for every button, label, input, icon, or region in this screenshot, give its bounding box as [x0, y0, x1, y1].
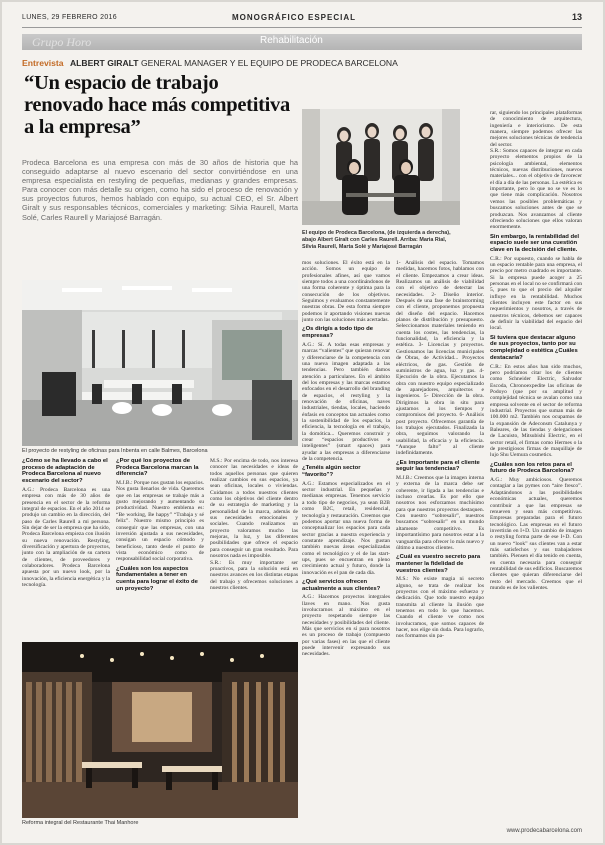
- group-photo-caption: [302, 230, 460, 251]
- page-header: [22, 10, 582, 28]
- answer-5: A.G.: Estamos especializados en el sector industrial. En pequeñas y medianas empresas. Tenemos servicio a todo tipo de negocios, ya sean B2B como B2C, retail, residencial, tecnología y restauración. Creemos que podemos aportar una nueva forma de conceptualizar los espacios para cada sector gracias a nuestra experiencia y constante aprendizaje. Nos gustan también nuevas áreas especializadas como el tecnológico y el de las start-ups, pues se encuentran en pleno crecimiento actual y futuro, donde la innovación es el pan de cada día.: [302, 480, 390, 576]
- answer-8b: rar, siguiendo los principales plataformas de conocimiento de arquitectura, ingeniería e interiorismo. De esta manera, siempre podemos ofrecer las mejores soluciones técnicas de tendencia del sector.: [490, 110, 582, 148]
- article-headline: “Un espacio de trabajo renovado hace más competitiva a la empresa”: [24, 72, 290, 138]
- text-column-6: [490, 110, 582, 822]
- question-5: ¿Tenéis algún sector “favorito”?: [302, 465, 361, 479]
- question-8: ¿Cuál es vuestro secreto para mantener la fidelidad de vuestros clientes?: [396, 554, 481, 574]
- question-3: ¿Cuáles son los aspectos fundamentales a tener en cuenta para lograr el éxito de un proyecto?: [116, 565, 198, 592]
- article-intro: Prodeca Barcelona es una empresa con más de 30 años de historia que ha conseguido adaptarse al nuevo escenario del sector convirtiéndose en una empresa especialista en restyling de pequeñas, medianas y grandes empresas. Para conocer con más detalle su origen, como ha sido el proceso de renovación y sus proyectos futuros, hemos hablado con equipo, su actual CEO, el Sr. Albert Giralt y sus responsables técnicos, comerciales y marketing: Silvia Raurell, Marta Solé, Carles Raurell y Mariajosé Barragán.: [22, 158, 298, 222]
- article-kicker: [22, 58, 398, 68]
- restaurant-photo-caption: Reforma integral del Restaurante Thai Manhore: [22, 820, 139, 826]
- answer-7: M.J.B.: Creemos que la imagen interna y externa de la marca debe ser coherente, ir ligada a las tendencias e incluso crearlas. Es por ello que nosotros nos esforzamos muchísimo para que nuestros proyectos destaquen. Con nuestro “sobresalir”, nuestros buscamos “sobresalir” en un mundo altamente competitivo. Es importantísimo para nosotros estar a la vanguardia para ofrecer lo más nuevo y último a nuestros clientes.: [396, 475, 484, 551]
- answer-11: A.G.: Muy ambiciosos. Queremos contagiar a las pymes con “aire fresco”. Adaptándonos a las posibilidades económicas actuales, queremos contribuir a que las empresas se renueven y sean más competitivas. Empresas preparadas para el futuro tecnológico. Las empresas en el futuro invertirán en I+D. Un cambio de imagen o restyling forma parte de ese I+D. Con un nuevo “look” sus clientes van a estar más satisfechos y sus trabajadores también. Piensen el día tenido en cuenta, en cuenta necesaria para conseguir rentabilidad de sus edificios. Buscaremos clientes que quieran diferenciarse del resto del mercado. Creemos que el mundo es de los valientes.: [490, 477, 582, 591]
- answer-3b: S.R.: Es muy importante ser proactivos, para la solución está en nuestros avances en los distintas etapas del trabajo y ofrecemos soluciones a nuestros clientes.: [210, 559, 298, 591]
- restaurant-interior-image: [22, 642, 298, 818]
- text-column-5: [396, 260, 484, 836]
- question-6: ¿Qué servicios ofrecen actualmente a sus clientes?: [302, 578, 381, 592]
- website-link[interactable]: www.prodecabarcelona.com: [506, 828, 582, 834]
- answer-9: C.R.: Por supuesto, cuando se habla de un espacio rentable para una empresa, el precio por metro cuadrado es importante. Si la empresa puede acoger a 25 personas en el local no se confirmará con 5, pues to que el precio del alquiler influye en la rentabilidad. Muchos clientes incluyen este factor en sus requerimientos y nosotros, a través de nuestros técnicos, debemos ser capaces de definir la viabilidad del espacio del local.: [490, 255, 582, 332]
- question-11: ¿Cuáles son los retos para el futuro de Prodeca Barcelona?: [490, 461, 575, 475]
- office-photo-caption: El proyecto de restyling de oficinas para Inbenta en calle Balmes, Barcelona: [22, 448, 208, 454]
- question-7: ¿Es importante para el cliente seguir las tendencias?: [396, 459, 480, 473]
- answer-3a: M.S.: Por encima de todo, nos interesa conocer las necesidades e ideas de todos aquellos personas que quieren realizar cambios en sus espacios, ya sean oficinas, locales o viviendas. Cuidamos a todos nuestros clientes como los objetivos del cliente dentro de su estrategia de marketing y la personalidad de la marca, además de sus necesidades emocionales y sociales. Cuando realizamos un proyecto valoramos mucho las mejoras, la luz, y las diferentes posibilidades que ofrece el espacio para conseguir un gran resultado. Para nosotros nada es imposible.: [210, 458, 298, 560]
- section-title: MONOGRÁFICO ESPECIAL: [232, 13, 357, 22]
- text-column-4: [302, 260, 390, 836]
- question-4: ¿Os dirigís a todo tipo de empresas?: [302, 326, 374, 340]
- answer-4a: mos soluciones. El éxito está en la acción. Somos un equipo de profesionales afines, así que vamos siempre todos a una coordinándonos de una forma coherente y óptima para la consecución de los objetivos. Seguimos y evaluamos constantemente nuestras obras. De esta forma siempre podemos ir aportando visiones nuevas junto con las soluciones más acertadas.: [302, 260, 390, 324]
- office-interior-image: [22, 280, 298, 446]
- answer-8c: S.R.: Somos capaces de integrar en cada proyecto elementos propios de la psicología ambiental, elementos técnicos, nuevas distribuciones, nuevos materiales... con el objetivo de favorecer el día a día de las personas. La estética es importante, pero lo que no se ve es lo que tiene más complicación. Nosotros vemos las posibles problemáticas y buscamos soluciones antes de que se produzcan. Nos avanzamos al cliente ofreciendo soluciones que ellos valoran enormemente.: [490, 148, 582, 231]
- answer-1: A.G.: Prodeca Barcelona es una empresa con más de 30 años de presencia en el sector de la reforma integral de espacios. En el año 2014 se produjo un cambio en la dirección, del paso de Carles Raurell a mi persona. Sin dejar de ser la empresa que ha sido, Prodeca Barcelona empieza con ilusión su nueva renovación. Restyling, diversificación y apertura de proyectos, junto con la ampliación de su cartera de clientes, de proveedores y colaboradores. Prodeca Barcelona apuesta por un nuevo look, por la innovación, la eficiencia energética y la tecnología.: [22, 486, 110, 588]
- group-photo-drawing: [302, 109, 460, 225]
- restaurant-photo-drawing: [22, 642, 298, 818]
- newspaper-page: [2, 2, 603, 843]
- question-10: Si tuviera que destacar alguno de sus proyectos, tanto por su complejidad o estética ¿Cuáles destacaría?: [490, 334, 578, 361]
- answer-2: M.J.B.: Porque nos gustan los espacios. Nos gusta llenarlos de vida. Queremos que en las empresas se trabaje más a gusto mejorando y aumentando su productividad. Nuestro emblema es: “Be working, Be happy” “Trabaja y sé feliz”. Nuestro mismo principio es conseguir que las empresas, con una inversión ajustada a sus necesidades, consigan un espacio cómodo y beneficioso, tanto desde el punto de vista económico como de responsabilidad social corporativa.: [116, 480, 204, 563]
- answer-6b: 1- Análisis del espacio. Tomamos medidas, hacemos fotos, hablamos con el cliente. Empezamos a crear ideas. Realizamos un análisis de viabilidad con el objetivo de detectar las necesidades. 2- Diseño interior. Después de una fase de brainstorming con el cliente, proponemos propuesta del diseño del espacio. Hacemos planos de distribución y presupuesto. Seleccionamos materiales teniendo en cuenta los costes, las tendencias, la funcionalidad, la eficiencia y la estética. 3- Licencias y proyectos. Gestionamos las licencias municipales de Obras, de Actividad... Proyectos eléctricos, de gas. Gestión de suministros de agua, luz y gas. 4- Ejecución de la obra. Ejecutamos la obra con nuestro equipo especializado de aparejadores, arquitectos e ingenieros. 5- Dirección de la obra. Dirigimos la obra in situ para ajustarnos a los tiempos y compromisos del proyecto. 6- Análisis post proyecto. Ofrecemos garantía de los trabajos ejecutados. Finalizada la obra, seguimos valorando la usabilidad, la eficacia y la eficiencia. “Aunque falto” al cliente indefinidamente.: [396, 260, 484, 457]
- answer-6: A.G.: Hacemos proyectos integrales llaves en mano. Nos gusta involucrarnos al máximo en el proyecto respetando siempre las necesidades y posibilidades del cliente. Más que servicios en sí para nosotros es un proceso de trabajo (compuesto por varias fases) en las que el cliente puede intervenir expresando sus necesidades.: [302, 594, 390, 658]
- text-column-2: [116, 458, 204, 640]
- interviewee-role: GENERAL MANAGER Y EL EQUIPO DE PRODECA BARCELONA: [140, 58, 398, 68]
- page-number: 13: [571, 12, 582, 22]
- kicker-tag: Entrevista: [22, 58, 64, 68]
- answer-10: C.R.: En estos años han sido muchos, pero podríamos citar los de clientes como Schneider Electric, Salvador Escoda, Chronoexpedite las oficinas de Podoyo (que por su amplitud y complejidad técnica se avalan como una empresa solvente en el sector de reforma industrial. Proyectos que suman más de 100.000 m2. También nos ocupamos de la expansión de Adeconsm Catalunya y Baleares, de las tiendas y delegaciones de Lacuisto, Mitsubishi Electric, en el sector retail, el firmas como Hermes o la de prestigiosos firmas de maquillaje de lujo Shu Uemura cosmetics.: [490, 363, 582, 459]
- question-2: ¿Por qué los proyectos de Prodeca Barcelona marcan la diferencia?: [116, 458, 199, 478]
- group-photo-image: [302, 109, 460, 225]
- question-9: Sin embargo, la rentabilidad del espacio suele ser una cuestión clave en la decisión del cliente.: [490, 233, 580, 253]
- office-photo-drawing: [22, 280, 298, 446]
- text-column-3: [210, 458, 298, 640]
- banner-logo: Grupo Horo: [32, 35, 92, 49]
- interviewee-name: ALBERT GIRALT: [69, 58, 139, 68]
- issue-date: LUNES, 29 FEBRERO 2016: [22, 14, 117, 21]
- text-column-1: [22, 458, 110, 640]
- answer-4: A.G.: Sí. A todas esas empresas y marcas “valientes” que quieran renovar y diferenciarse de la competencia con una nueva imagen adaptada a las tendencias. Pero también damos atención a particulares. En el ámbito del los empresas y las marcas estamos enfocados en el desarrollo del branding de espacios, el restyling y la renovación de oficinas, naves industriales, tiendas, locales, haciendo énfasis en conceptos tan actuales como la sostenibilidad de los espacios, la eficiencia, la tecnología en el trabajo, la domótica... Queremos construir y crear “espacios productivos e inteligentes” (smart spaces) para ayudar a las empresas a diferenciarse de la competencia.: [302, 341, 390, 463]
- section-banner: [22, 34, 582, 50]
- question-1: ¿Cómo se ha llevado a cabo el proceso de adaptación de Prodeca Barcelona al nuevo escenario del sector?: [22, 458, 108, 485]
- answer-8: M.S.: No existe magia ni secreto alguno, se trata de realizar los proyectos con el máximo esfuerzo y dedicación. Que todo nuestro equipo transmita al cliente la ilusión que tenemos en todo lo que hacemos. Cuando el cliente ve como nos involucramos, que somos capaces de hacer, nos elige sin duda. Para lograrlo, nos formamos sin pa-: [396, 576, 484, 640]
- group-caption-text: El equipo de Prodeca Barcelona, (de izquierda a derecha), abajo Albert Giralt con Carles Raurell. Arriba: Maria Rial, Silvia Raurell, Marta Solé y Mariajosé Barragán: [302, 230, 451, 250]
- banner-label: Rehabilitación: [260, 35, 323, 46]
